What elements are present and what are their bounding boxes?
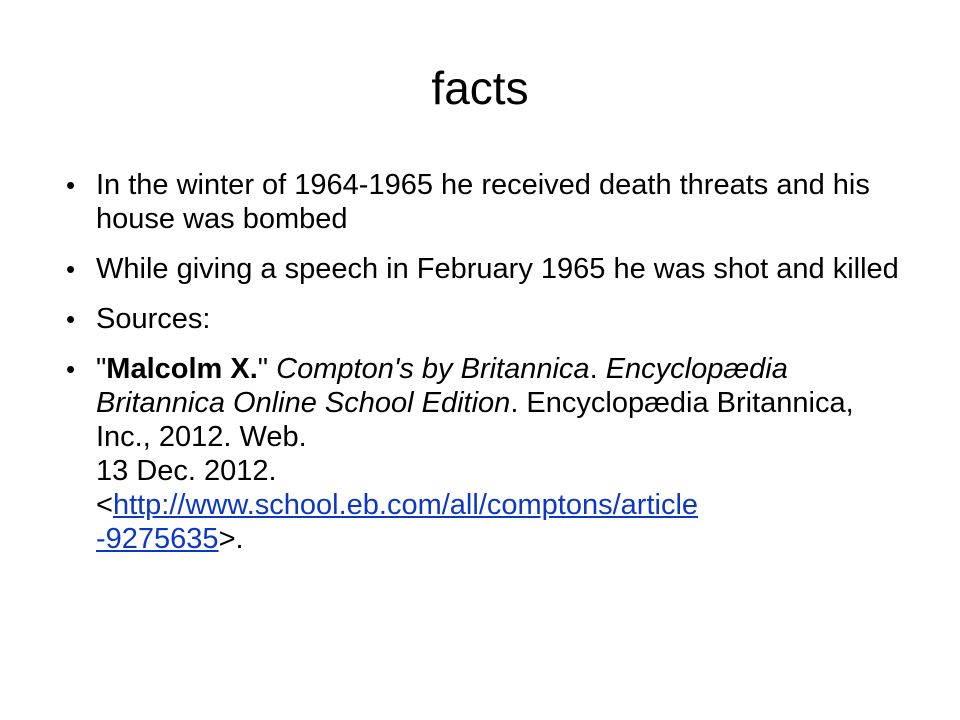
citation-publication: Compton's by Britannica: [276, 353, 590, 385]
citation-edition: Encyclopædia Britannica Online School Edition: [96, 353, 788, 419]
citation-date: 13 Dec. 2012.: [96, 455, 277, 487]
citation-url-link[interactable]: http://www.school.eb.com/all/comptons/article: [112, 489, 699, 521]
bullet-dot-icon: •: [66, 354, 76, 384]
bullet-item: [66, 302, 916, 336]
bullet-text: Sources:: [96, 303, 211, 335]
citation-url-link-continued[interactable]: -9275635: [96, 523, 219, 555]
citation-publisher: . Encyclopædia Britannica, Inc., 2012. Web.: [96, 387, 854, 453]
bullet-dot-icon: •: [66, 304, 76, 334]
bullet-text: In the winter of 1964-1965 he received death threats and his house was bombed: [96, 169, 870, 235]
bullet-dot-icon: •: [66, 170, 76, 200]
bullet-dot-icon: •: [66, 254, 76, 284]
bullet-text: While giving a speech in February 1965 he was shot and killed: [96, 253, 899, 285]
bullet-list: [66, 168, 916, 572]
citation-item: [66, 352, 916, 556]
slide-title: facts: [431, 62, 529, 114]
citation-article: Malcolm X.: [106, 353, 258, 385]
citation-period: .: [589, 353, 606, 385]
citation-after-article: ": [257, 353, 277, 385]
citation-lead: ": [96, 353, 107, 385]
citation-close: >.: [218, 523, 244, 555]
citation-open-bracket: <: [96, 489, 113, 521]
bullet-item: [66, 168, 916, 236]
bullet-item: [66, 252, 916, 286]
